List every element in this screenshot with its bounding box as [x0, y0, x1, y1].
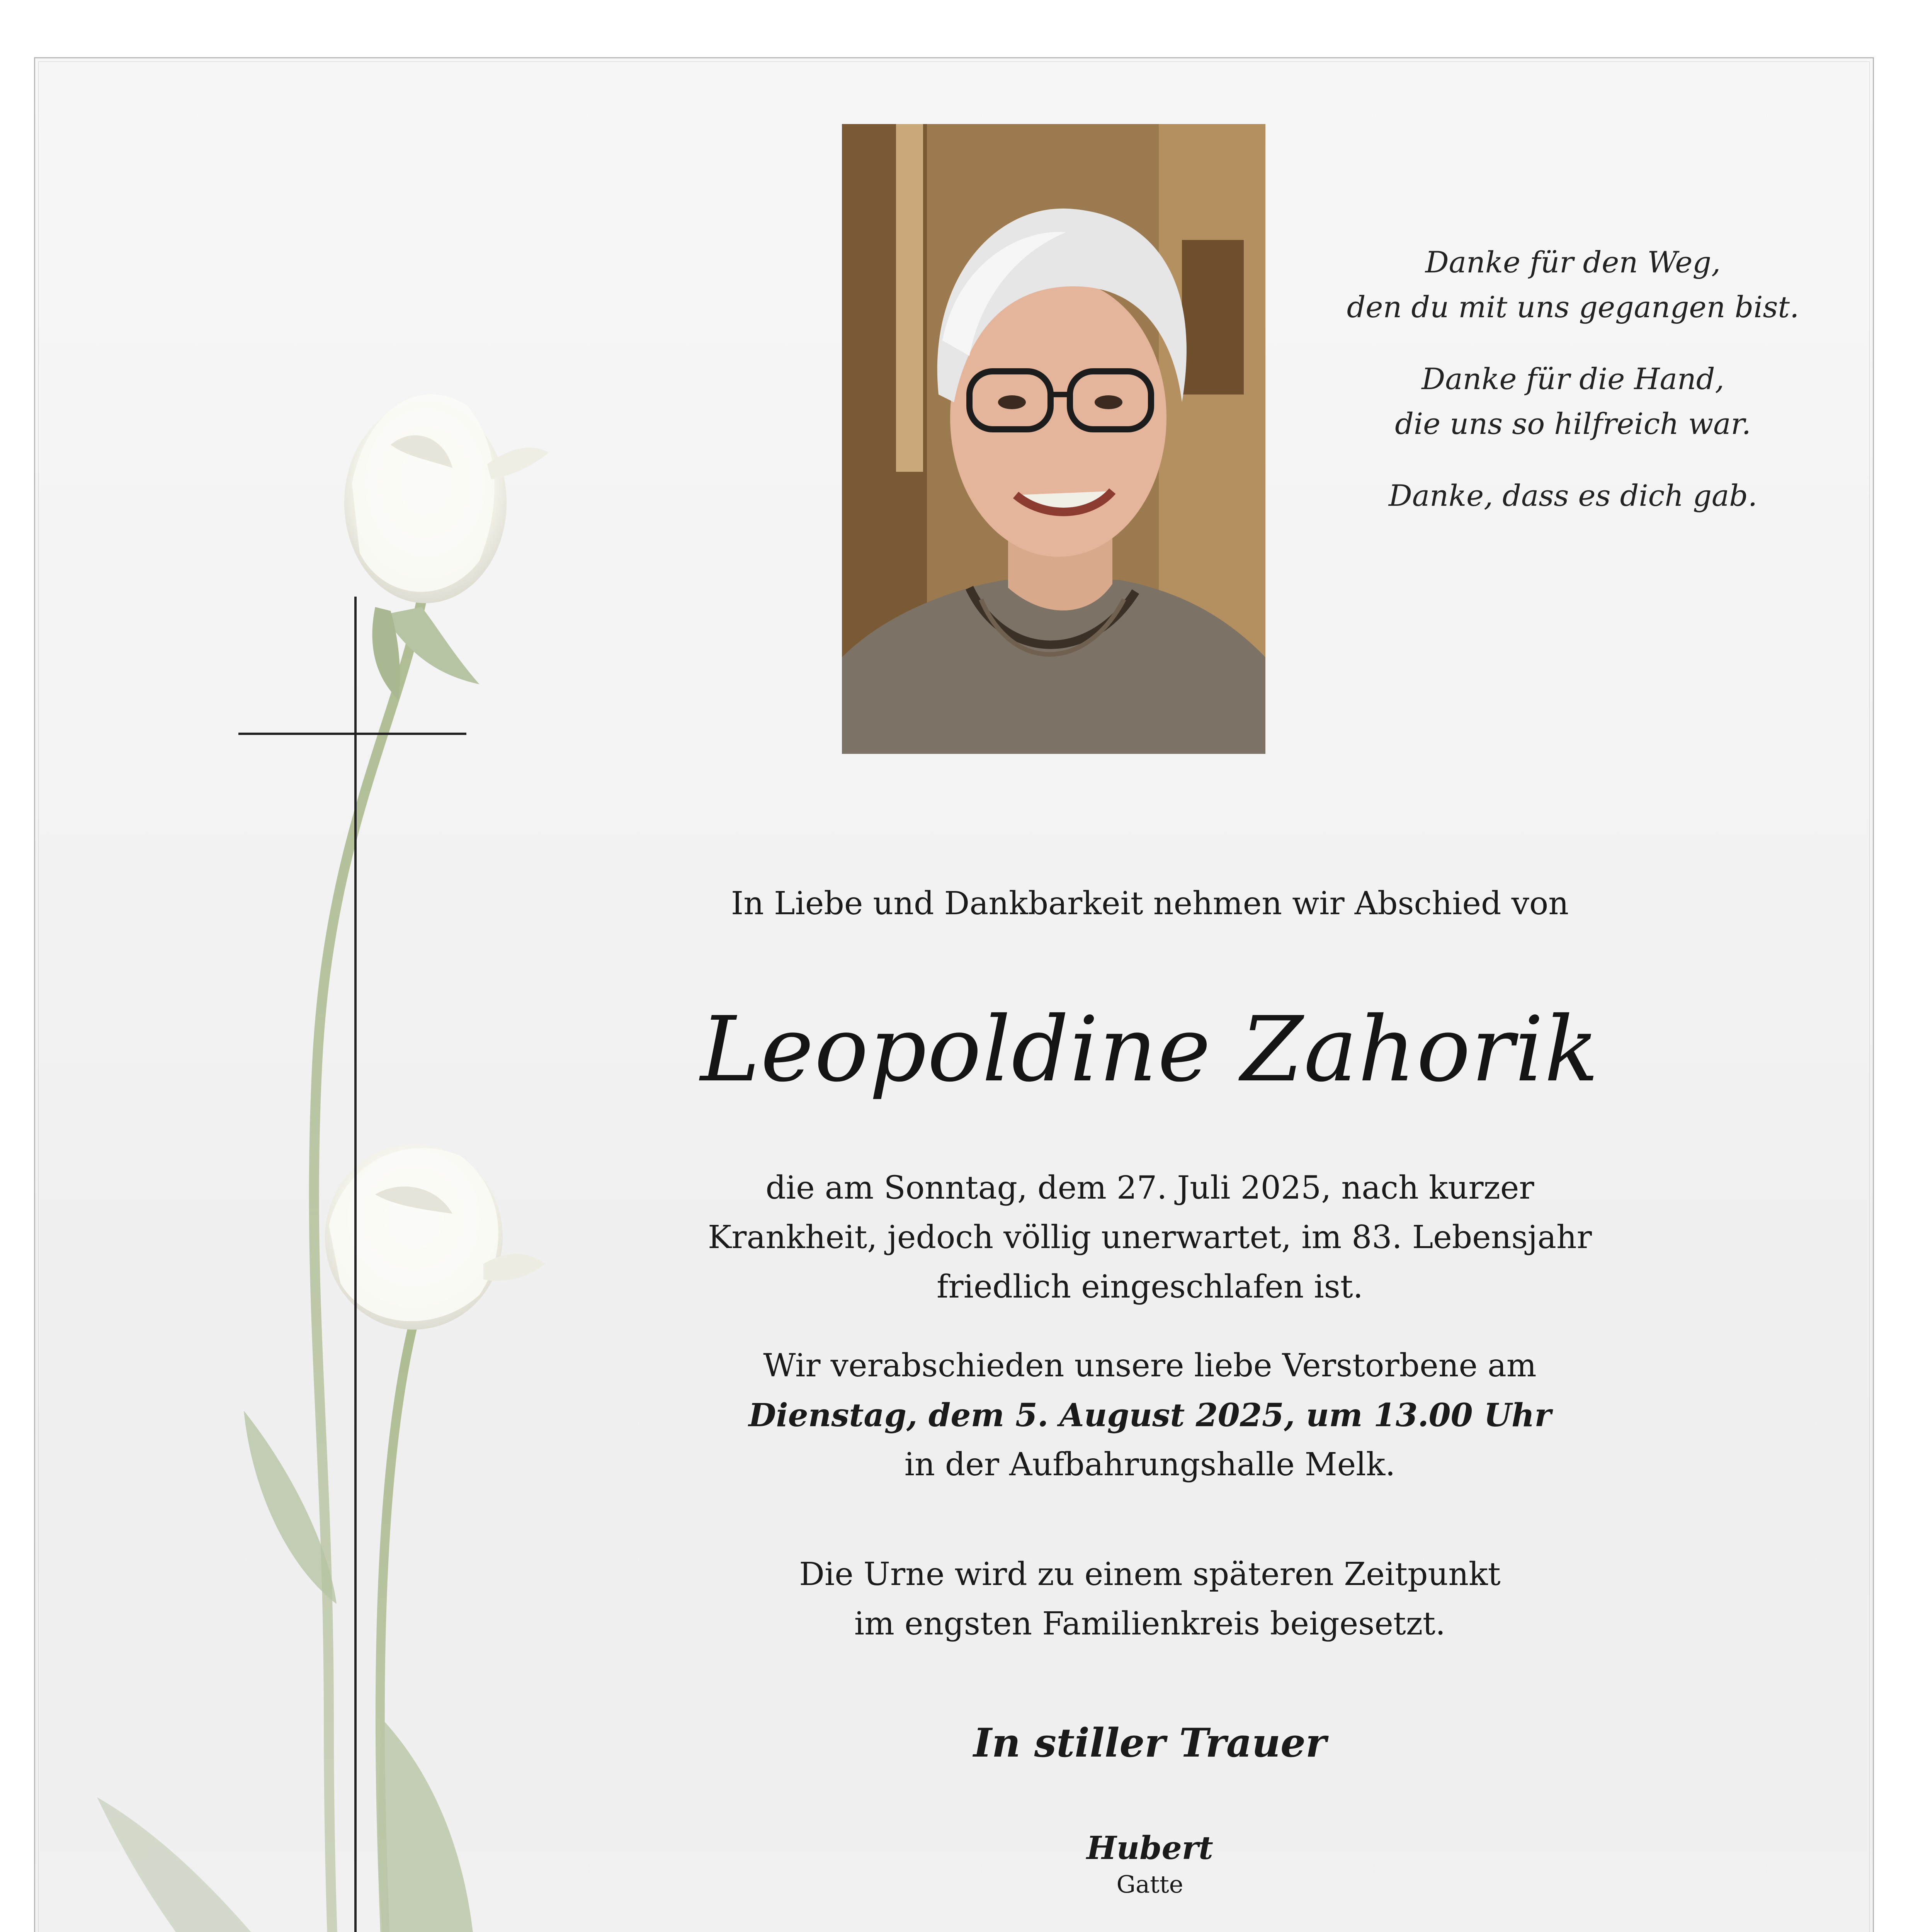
mourners-list — [638, 1828, 1662, 1932]
urn-line: Die Urne wird zu einem späteren Zeitpunkt — [799, 1556, 1501, 1593]
leaf-left-large — [97, 1797, 383, 1932]
farewell-notice — [638, 1341, 1662, 1490]
intro-text: In Liebe und Dankbarkeit nehmen wir Abschied von — [731, 885, 1569, 922]
urn-line: im engsten Familienkreis beigesetzt. — [854, 1605, 1446, 1642]
farewell-date: Dienstag, dem 5. August 2025, um 13.00 Uhr — [748, 1397, 1551, 1434]
death-notice-line: Krankheit, jedoch völlig unerwartet, im 83. Lebensjahr — [708, 1219, 1592, 1256]
mourner-names: Hubert — [1087, 1830, 1213, 1867]
poem-quote — [1302, 240, 1843, 545]
cross-vertical-bar — [354, 597, 357, 1932]
urn-notice — [638, 1550, 1662, 1649]
portrait-illustration — [842, 124, 1265, 754]
quote-line: Danke, dass es dich gab. — [1388, 478, 1758, 513]
leaf-right-large — [378, 1720, 477, 1932]
death-notice-line: friedlich eingeschlafen ist. — [937, 1269, 1363, 1305]
rose-bloom-lower — [325, 1144, 545, 1330]
death-notice — [638, 1163, 1662, 1312]
white-roses-illustration — [35, 58, 615, 1932]
portrait-photo — [842, 124, 1265, 754]
cross-horizontal-bar — [238, 733, 466, 735]
quote-line: den du mit uns gegangen bist. — [1347, 290, 1799, 324]
mourning-heading: In stiller Trauer — [973, 1720, 1326, 1766]
mourner-entry — [638, 1828, 1662, 1901]
deceased-name: Leopoldine Zahorik — [700, 997, 1600, 1102]
death-notice-line: die am Sonntag, dem 27. Juli 2025, nach kurzer — [765, 1170, 1534, 1206]
quote-line: die uns so hilfreich war. — [1395, 406, 1751, 441]
quote-line: Danke für den Weg, — [1425, 245, 1721, 279]
farewell-line: Wir verabschieden unsere liebe Verstorbene am — [763, 1347, 1537, 1384]
farewell-location: in der Aufbahrungshalle Melk. — [904, 1446, 1396, 1483]
page-frame — [34, 57, 1874, 1932]
mourner-relation: Gatte — [1116, 1870, 1183, 1898]
quote-line: Danke für die Hand, — [1421, 362, 1724, 396]
rose-bloom-upper — [344, 394, 549, 603]
